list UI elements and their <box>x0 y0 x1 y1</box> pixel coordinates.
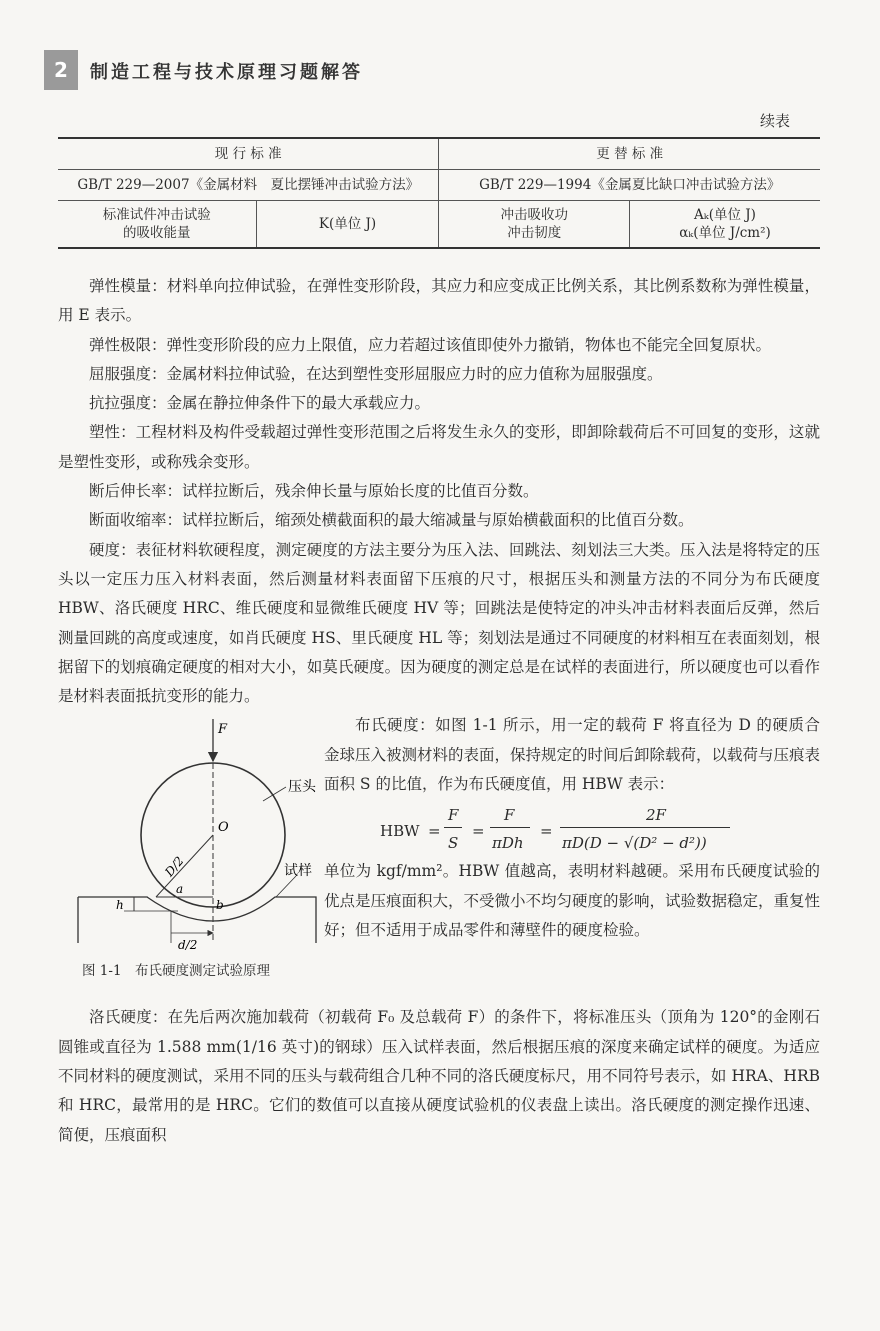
figure-1-1 <box>58 711 326 1003</box>
formula-lhs: HBW <box>380 822 420 841</box>
old-term-name: 冲击吸收功 冲击韧度 <box>439 200 630 248</box>
label-indenter: 压头 <box>288 779 316 796</box>
paragraph-elastic-limit: 弹性极限：弹性变形阶段的应力上限值，应力若超过该值即使外力撤销，物体也不能完全回复原状。 <box>89 335 772 354</box>
brinell-formula: HBW = F S = F πDh = 2F πD(D − √(D² − d²)) <box>324 799 820 857</box>
paragraph-elongation: 断后伸长率：试样拉断后，残余伸长量与原始长度的比值百分数。 <box>89 482 539 501</box>
col-header-current: 现 行 标 准 <box>58 138 439 169</box>
paragraph-hardness: 硬度：表征材料软硬程度，测定硬度的方法主要分为压入法、回跳法、刻划法三大类。压入法是将特定的压头以一定压力压入材料表面，然后测量材料表面留下压痕的尺寸，根据压头和测量方法的不同分为布氏硬度 HBW、洛氏硬度 HRC、维氏硬度和显微维氏硬度 HV 等；回跳法是使特定的冲头冲击材料表面后反弹，然后测量回跳的高度或速度，如肖氏硬度 HS、里氏硬度 HL 等；刻划法是通过不同硬度的材料相互在表面刻划，根据留下的划痕确定硬度的相对大小，如莫氏硬度。因为硬度的测定总是在试样的表面进行，所以硬度也可以看作是材料表面抵抗变形的能力。 <box>58 540 820 706</box>
label-point-b: b <box>216 898 224 913</box>
book-title: 制造工程与技术原理习题解答 <box>90 62 363 83</box>
body-text <box>58 272 820 1150</box>
label-half-diameter: d/2 <box>178 938 198 952</box>
current-term-symbol: K(单位 J) <box>256 200 439 248</box>
brinell-text <box>324 711 820 945</box>
paragraph-reduction-area: 断面收缩率：试样拉断后，缩颈处横截面积的最大缩减量与原始横截面积的比值百分数。 <box>89 511 694 530</box>
page-header <box>0 50 880 90</box>
label-depth: h <box>116 898 124 913</box>
label-specimen: 试样 <box>284 863 312 880</box>
paragraph-brinell-units: 单位为 kgf/mm²。HBW 值越高，表明材料越硬。采用布氏硬度试验的优点是压痕面积大，不受微小不均匀硬度的影响，试验数据稳定，重复性好；但不适用于成品零件和薄壁件的硬度检验。 <box>324 862 821 939</box>
label-point-a: a <box>176 882 184 897</box>
standards-table <box>58 137 820 249</box>
old-term-symbol: Aₖ(单位 J) αₖ(单位 J/cm²) <box>629 200 820 248</box>
label-force: F <box>218 722 228 738</box>
paragraph-yield-strength: 屈服强度：金属材料拉伸试验，在达到塑性变形屈服应力时的应力值称为屈服强度。 <box>89 364 663 383</box>
paragraph-plasticity: 塑性：工程材料及构件受载超过弹性变形范围之后将发生永久的变形，即卸除载荷后不可回复的变形，这就是塑性变形，或称残余变形。 <box>58 423 820 471</box>
current-standard: GB/T 229—2007《金属材料 夏比摆锤冲击试验方法》 <box>58 169 439 200</box>
page-number: 2 <box>44 50 78 90</box>
current-term-name: 标准试件冲击试验 的吸收能量 <box>58 200 256 248</box>
paragraph-rockwell: 洛氏硬度：在先后两次施加载荷（初载荷 F₀ 及总载荷 F）的条件下，将标准压头（顶角为 120°的金刚石圆锥或直径为 1.588 mm(1/16 英寸)的钢球）压入试样表面，然后根据压痕的深度来确定试样的硬度。为适应不同材料的硬度测试，采用不同的压头与载荷组合几种不同的洛氏硬度标尺，用不同符号表示，如 HRA、HRB 和 HRC，最常用的是 HRC。它们的数值可以直接从硬度试验机的仪表盘上读出。洛氏硬度的测定操作迅速、简便，压痕面积 <box>58 1008 820 1144</box>
label-radius: D/2 <box>162 854 187 880</box>
col-header-replaced: 更 替 标 准 <box>439 138 820 169</box>
brinell-section <box>58 711 820 1003</box>
brinell-diagram <box>58 711 326 951</box>
replaced-standard: GB/T 229—1994《金属夏比缺口冲击试验方法》 <box>439 169 820 200</box>
paragraph-elastic-modulus: 弹性模量：材料单向拉伸试验，在弹性变形阶段，其应力和应变成正比例关系，其比例系数称为弹性模量，用 E 表示。 <box>58 277 820 325</box>
specimen-outline <box>78 897 316 943</box>
paragraph-tensile-strength: 抗拉强度：金属在静拉伸条件下的最大承载应力。 <box>89 394 431 413</box>
figure-caption: 图 1-1 布氏硬度测定试验原理 <box>82 963 271 980</box>
label-center: O <box>218 820 229 836</box>
continued-label: 续表 <box>760 112 791 130</box>
paragraph-brinell: 布氏硬度：如图 1-1 所示，用一定的载荷 F 将直径为 D 的硬质合金球压入被测材料的表面，保持规定的时间后卸除载荷，以载荷与压痕表面积 S 的比值，作为布氏硬度值，用 HBW 表示： <box>324 716 821 794</box>
